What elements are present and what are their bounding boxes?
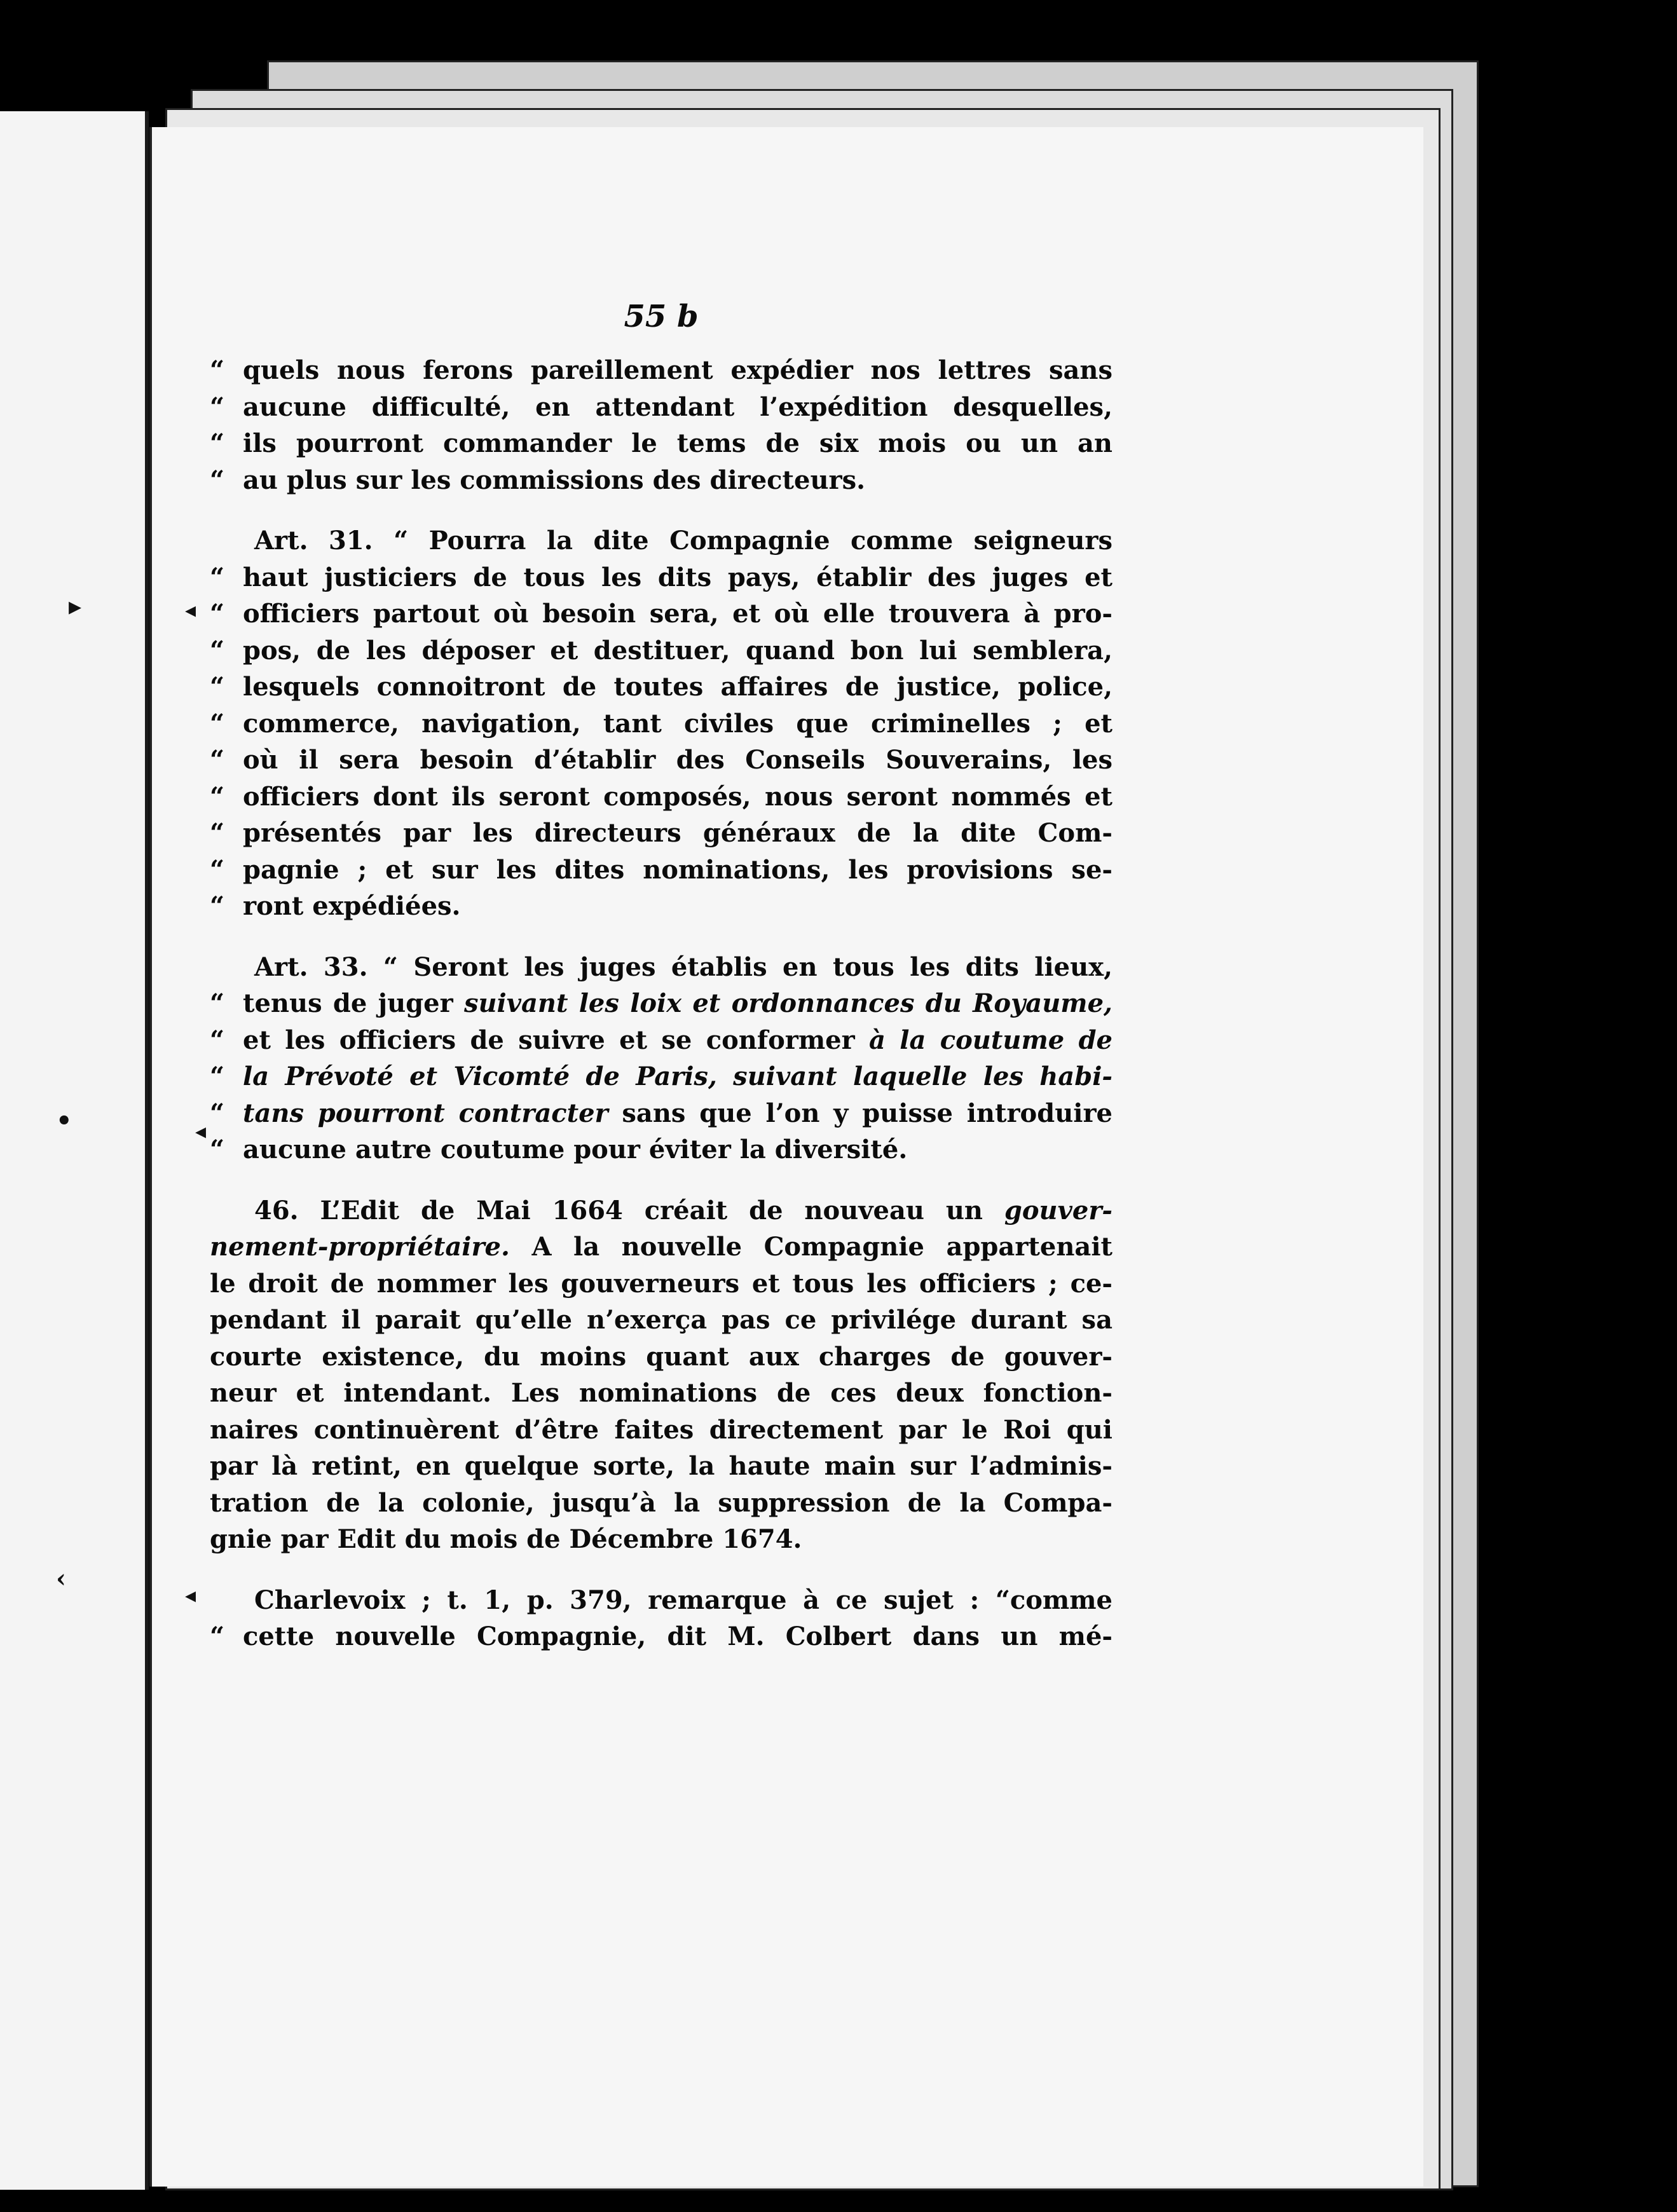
text-line [210,852,1112,889]
line-text: officiers dont ils seront composés, nous seront nommés et [243,781,1112,812]
italic-text: suivant les loix et ordonnances du Royaume, [463,988,1112,1018]
line-text: 46. L’Edit de Mai 1664 créait de nouveau un [254,1195,1004,1225]
text-line [210,1131,1112,1168]
quote-mark: “ [210,781,225,812]
text-line [210,1618,1112,1655]
line-text: sans que l’on y puisse introduire [608,1098,1112,1128]
text-line [210,669,1112,706]
line-text: au plus sur les commissions des directeurs. [243,465,866,495]
quote-mark: “ [210,891,225,921]
quote-mark: “ [210,854,225,885]
text-line [210,1022,1112,1059]
text-line [210,596,1112,632]
line-text: aucune difficulté, en attendant l’expédition desquelles, [243,392,1112,422]
text-line [210,632,1112,669]
page-number: 55 b [624,299,699,334]
quote-mark: “ [210,672,225,702]
line-text: par là retint, en quelque sorte, la haute main sur l’adminis- [210,1451,1112,1481]
line-text: courte existence, du moins quant aux charges de gouver- [210,1341,1112,1372]
line-text: ront expédiées. [243,891,461,921]
text-line [210,1229,1112,1266]
paragraph-p46 [210,1192,1112,1558]
margin-mark: ‹ [56,1564,66,1594]
line-text: cette nouvelle Compagnie, dit M. Colbert dans un mé- [243,1621,1112,1651]
quote-mark: “ [210,635,225,666]
italic-text: à la coutume de [869,1025,1112,1055]
margin-mark: ◂ [185,1583,196,1608]
quote-mark: “ [210,708,225,739]
text-line [210,706,1112,742]
quote-mark: “ [210,745,225,775]
text-line [210,1058,1112,1095]
paragraph-art33 [210,949,1112,1168]
line-text: lesquels connoitront de toutes affaires de justice, police, [243,672,1112,702]
text-line [210,1192,1112,1229]
text-line [210,1448,1112,1485]
quote-mark: “ [210,599,225,629]
line-text: A la nouvelle Compagnie appartenait [509,1232,1112,1262]
text-line [210,352,1112,389]
margin-mark: ◂ [195,1119,207,1144]
text-line [210,1521,1112,1558]
quote-mark: “ [210,562,225,592]
text-line [210,1339,1112,1376]
line-text: pos, de les déposer et destituer, quand bon lui semblera, [243,635,1112,666]
line-text: commerce, navigation, tant civiles que criminelles ; et [243,708,1112,739]
quote-mark: “ [210,818,225,848]
page-text [210,299,1112,1679]
line-text: tenus de juger [243,988,464,1018]
quote-mark: “ [210,1062,225,1091]
text-line [210,1412,1112,1449]
line-text: gnie par Edit du mois de Décembre 1674. [210,1524,802,1554]
line-text: le droit de nommer les gouverneurs et tous les officiers ; ce- [210,1268,1112,1299]
line-text: officiers partout où besoin sera, et où elle trouvera à pro- [243,599,1112,629]
text-line [210,559,1112,596]
text-line [210,462,1112,499]
previous-page-edge [0,111,149,2190]
paragraph-p1 [210,352,1112,498]
italic-text: nement-propriétaire. [210,1232,510,1262]
line-text: neur et intendant. Les nominations de ces deux fonction- [210,1378,1112,1408]
text-line [210,949,1112,986]
text-line [210,985,1112,1022]
line-text: Art. 33. “ Seront les juges établis en tous les dits lieux, [254,952,1112,982]
quote-mark: “ [210,428,225,458]
quote-mark: “ [210,1621,225,1651]
line-text: tration de la colonie, jusqu’à la suppression de la Compa- [210,1487,1112,1518]
margin-mark: ▸ [69,591,82,621]
line-text: ils pourront commander le tems de six mois ou un an [243,428,1112,458]
text-line [210,1485,1112,1522]
line-text: haut justiciers de tous les dits pays, établir des juges et [243,562,1112,592]
text-line [210,742,1112,779]
text-line [210,815,1112,852]
italic-text: la Prévoté et Vicomté de Paris, suivant laquelle les habi- [243,1062,1112,1091]
italic-text: tans pourront contracter [243,1098,608,1128]
line-text: Art. 31. “ Pourra la dite Compagnie comme seigneurs [254,526,1112,556]
italic-text: gouver- [1004,1195,1112,1225]
text-line [210,1266,1112,1302]
line-text: pendant il parait qu’elle n’exerça pas ce privilége durant sa [210,1305,1112,1335]
margin-mark: ◂ [185,597,196,623]
text-line [210,779,1112,816]
text-line [210,425,1112,462]
quote-mark: “ [210,1025,225,1055]
line-text: présentés par les directeurs généraux de la dite Com- [243,818,1112,848]
quote-mark: “ [210,392,225,422]
line-text: et les officiers de suivre et se conformer [243,1025,870,1055]
line-text: quels nous ferons pareillement expédier nos lettres sans [243,355,1112,385]
quote-mark: “ [210,988,225,1018]
line-text: pagnie ; et sur les dites nominations, les provisions se- [243,854,1112,885]
text-line [210,1582,1112,1619]
paragraph-charlevoix [210,1582,1112,1655]
text-line [210,522,1112,559]
quote-mark: “ [210,355,225,385]
quote-mark: “ [210,1098,225,1128]
line-text: naires continuèrent d’être faites directement par le Roi qui [210,1414,1112,1445]
quote-mark: “ [210,465,225,495]
text-line [210,888,1112,925]
text-line [210,1095,1112,1132]
margin-mark: • [56,1106,72,1136]
line-text: où il sera besoin d’établir des Conseils Souverains, les [243,745,1112,775]
paragraph-art31 [210,522,1112,925]
text-line [210,389,1112,426]
text-line [210,1375,1112,1412]
line-text: aucune autre coutume pour éviter la diversité. [243,1135,908,1164]
quote-mark: “ [210,1135,225,1164]
line-text: Charlevoix ; t. 1, p. 379, remarque à ce sujet : “comme [254,1585,1112,1615]
text-line [210,1302,1112,1339]
